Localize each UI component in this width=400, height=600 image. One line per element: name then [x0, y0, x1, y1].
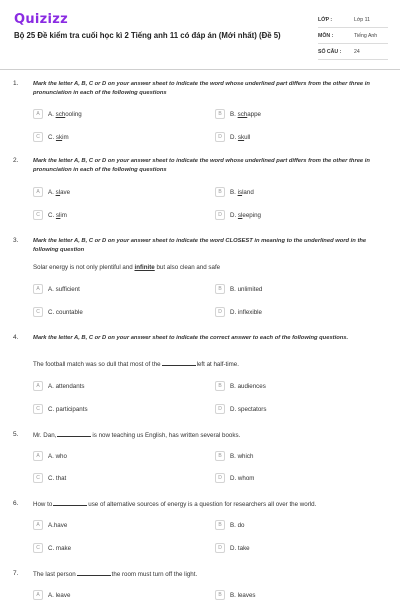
option-letter: C: [33, 132, 43, 142]
meta-value: Lớp 11: [354, 16, 370, 23]
question-number: 2.: [13, 157, 19, 164]
header-divider: [0, 69, 400, 70]
option-b[interactable]: [215, 451, 253, 461]
option-letter: C: [33, 210, 43, 220]
option-text: D. inflexible: [230, 308, 262, 316]
option-text: C. countable: [48, 308, 83, 316]
option-text: B. audiences: [230, 382, 266, 390]
answer-blank: [53, 505, 87, 506]
option-a[interactable]: [33, 381, 85, 391]
option-text: B. unlimited: [230, 285, 263, 293]
option-letter: D: [215, 543, 225, 553]
option-d[interactable]: [215, 404, 266, 414]
option-c[interactable]: [33, 132, 69, 142]
option-letter: A: [33, 284, 43, 294]
question-sentence: The football match was so dull that most of the left at half-time.: [33, 361, 239, 368]
option-letter: C: [33, 473, 43, 483]
option-text: D. whom: [230, 474, 255, 482]
option-text: A. who: [48, 452, 67, 460]
question-number: 1.: [13, 80, 19, 87]
option-letter: B: [215, 187, 225, 197]
option-text: D. skull: [230, 133, 251, 141]
option-letter: A: [33, 520, 43, 530]
option-text: C. make: [48, 544, 72, 552]
question-text: Mr. Dan, is now teaching us English, has written several books.: [33, 432, 241, 439]
option-d[interactable]: [215, 210, 261, 220]
option-b[interactable]: [215, 590, 255, 600]
option-letter: B: [215, 590, 225, 600]
option-b[interactable]: [215, 381, 266, 391]
worksheet-meta: [318, 12, 388, 60]
option-a[interactable]: [33, 109, 82, 119]
option-c[interactable]: [33, 473, 66, 483]
answer-blank: [57, 436, 91, 437]
option-letter: C: [33, 543, 43, 553]
option-letter: A: [33, 187, 43, 197]
option-text: A. sufficient: [48, 285, 80, 293]
option-d[interactable]: [215, 307, 262, 317]
option-text: D. take: [230, 544, 250, 552]
meta-row-class: [318, 12, 388, 28]
option-c[interactable]: [33, 307, 83, 317]
question-text: Mark the letter A, B, C or D on your answer sheet to indicate the correct answer to each of the following questions.: [33, 335, 349, 341]
option-text: C. slim: [48, 211, 67, 219]
option-a[interactable]: [33, 590, 70, 600]
option-d[interactable]: [215, 543, 250, 553]
option-text: C. that: [48, 474, 67, 482]
option-c[interactable]: [33, 543, 71, 553]
meta-row-subject: [318, 28, 388, 44]
option-text: B. leaves: [230, 591, 256, 599]
option-a[interactable]: [33, 187, 70, 197]
meta-key: LỚP :: [318, 16, 333, 23]
option-a[interactable]: [33, 451, 67, 461]
option-text: A. attendants: [48, 382, 85, 390]
option-text: A.have: [48, 521, 68, 529]
question-number: 6.: [13, 500, 19, 507]
question-number: 7.: [13, 570, 19, 577]
quizizz-logo: Quizizz: [14, 12, 69, 27]
meta-key: SỐ CÂU :: [318, 48, 342, 55]
question-sentence: Solar energy is not only plentiful and infinite but also clean and safe: [33, 264, 221, 271]
question-number: 4.: [13, 334, 19, 341]
question-text: How to use of alternative sources of energy is a question for researchers all over the world.: [33, 501, 317, 508]
option-letter: C: [33, 307, 43, 317]
option-text: A. schooling: [48, 110, 82, 118]
option-letter: B: [215, 451, 225, 461]
option-letter: D: [215, 473, 225, 483]
meta-value: Tiếng Anh: [354, 32, 378, 39]
question-number: 3.: [13, 237, 19, 244]
option-letter: B: [215, 381, 225, 391]
option-b[interactable]: [215, 187, 254, 197]
option-letter: B: [215, 520, 225, 530]
option-letter: D: [215, 307, 225, 317]
option-letter: C: [33, 404, 43, 414]
option-text: D. sleeping: [230, 211, 261, 219]
option-b[interactable]: [215, 284, 262, 294]
option-letter: D: [215, 404, 225, 414]
option-letter: A: [33, 451, 43, 461]
option-a[interactable]: [33, 284, 80, 294]
option-text: A. slave: [48, 188, 71, 196]
option-a[interactable]: [33, 520, 67, 530]
option-letter: B: [215, 284, 225, 294]
option-d[interactable]: [215, 132, 250, 142]
worksheet-title: Bộ 25 Đề kiểm tra cuối học kì 2 Tiếng anh 11 có đáp án (Mới nhất) (Đề 5): [14, 31, 281, 40]
question-number: 5.: [13, 431, 19, 438]
option-b[interactable]: [215, 109, 261, 119]
question-text: Mark the letter A, B, C or D on your answer sheet to indicate the word whose underlined part differs from the other three in pronunciation in each of the following questions: [33, 81, 370, 96]
option-text: C. participants: [48, 405, 88, 413]
option-d[interactable]: [215, 473, 254, 483]
option-text: B. which: [230, 452, 254, 460]
option-text: B. island: [230, 188, 254, 196]
answer-blank: [77, 575, 111, 576]
option-letter: A: [33, 590, 43, 600]
option-b[interactable]: [215, 520, 244, 530]
meta-value: 24: [354, 48, 360, 55]
question-text: Mark the letter A, B, C or D on your answer sheet to indicate the word CLOSEST in meaning to the underlined word in the following question: [33, 238, 367, 253]
option-text: B. do: [230, 521, 245, 529]
meta-key: MÔN :: [318, 32, 334, 39]
option-text: D. spectators: [230, 405, 267, 413]
meta-row-count: [318, 44, 388, 60]
option-text: A. leave: [48, 591, 71, 599]
option-c[interactable]: [33, 210, 67, 220]
option-text: B. schappe: [230, 110, 261, 118]
option-letter: A: [33, 109, 43, 119]
question-text: The last person the room must turn off the light.: [33, 571, 198, 578]
answer-blank: [162, 365, 196, 366]
worksheet-header: [0, 0, 400, 62]
option-letter: B: [215, 109, 225, 119]
option-letter: D: [215, 210, 225, 220]
question-text: Mark the letter A, B, C or D on your answer sheet to indicate the word whose underlined part differs from the other three in pronunciation in each of the following questions: [33, 158, 370, 173]
option-letter: D: [215, 132, 225, 142]
option-text: C. skim: [48, 133, 69, 141]
option-letter: A: [33, 381, 43, 391]
option-c[interactable]: [33, 404, 88, 414]
